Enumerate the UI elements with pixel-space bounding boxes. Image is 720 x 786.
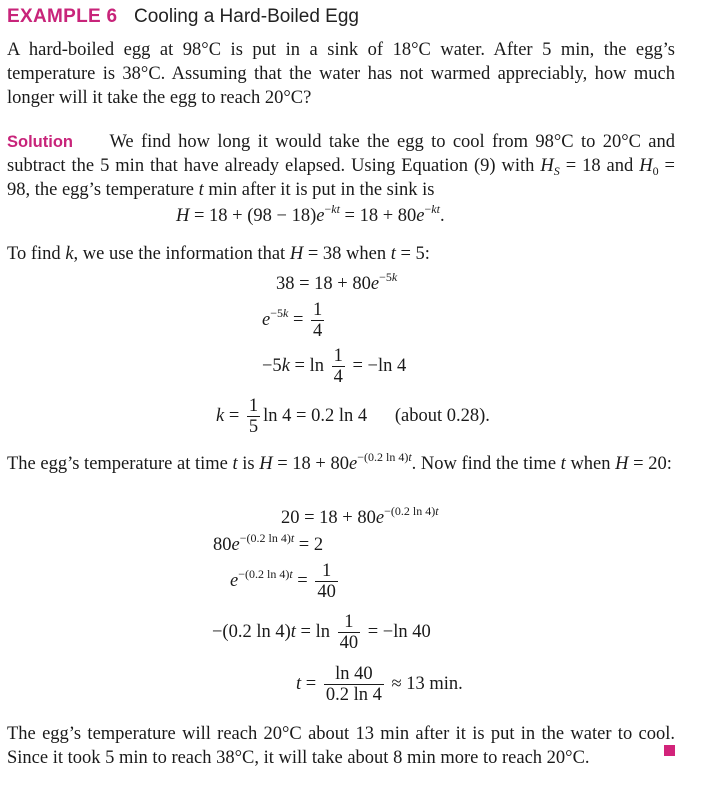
conclusion-paragraph: The egg’s temperature will reach 20°C about 13 min after it is put in the water to cool. Since it took 5 min to reach 38°C, it will take about 8 min more to reach 20°C. (7, 724, 675, 768)
approx-result: ≈ 13 min. (391, 673, 463, 694)
t-step-5: t = $\frac{\ln 40}{0.2 \ln 4}$ ≈ 13 min. (296, 664, 463, 705)
end-of-example-icon (664, 745, 675, 756)
example-label: EXAMPLE 6 (7, 6, 118, 27)
t-step-1: $20 = 18 + 80e^{-(0.2 ln 4)t}$ (281, 504, 439, 528)
t-step-3: $e^{-(0.2 ln 4)t}$ = $\frac{1}{40}$ (230, 561, 336, 602)
example-header (7, 6, 117, 28)
k-step-2: $e^{-5k}$ = $\frac{1}{4}$ (262, 300, 323, 341)
temperature-equation: $H = 18 + (98 - 18)e^{-kt} = 18 + 80e^{-kt}$. (176, 202, 445, 226)
example-title: Cooling a Hard-Boiled Egg (134, 6, 359, 27)
k-step-4: k = $\frac{1}{5}$ ln 4 = 0.2 ln 4 (about 0.28). (216, 396, 490, 437)
k-approx: (about 0.28). (394, 405, 490, 426)
solution-label: Solution (7, 133, 73, 151)
k-step-3: −5k = ln $\frac{1}{4}$ = −ln 4 (262, 346, 407, 387)
k-step-1: $38 = 18 + 80e^{-5k}$ (276, 270, 398, 294)
t-step-2: $80e^{-(0.2 ln 4)t} = 2$ (213, 531, 324, 555)
t-step-4: −(0.2 ln 4)t = ln $\frac{1}{40}$ = −ln 40 (212, 612, 431, 653)
find-k-intro: To find k, we use the information that H = 38 when t = 5: (7, 244, 430, 264)
time-equation-paragraph: The egg’s temperature at time t is $H = 18 + 80e^{-(0.2 ln 4)t}$. Now find the time t when H = 20: (7, 450, 672, 474)
example-title-wrap (134, 6, 359, 28)
solution-paragraph: Solution We find how long it would take the egg to cool from 98°C to 20°C and subtract the 5 min that have already elapsed. Using Equation (9) with $H_S = 18$ and $H_0 = 98$, the egg’s temperature t min after it is put in the sink is (7, 132, 675, 200)
problem-statement: A hard-boiled egg at 98°C is put in a sink of 18°C water. After 5 min, the egg’s temperature is 38°C. Assuming that the water has not warmed appreciably, how much longer will it take the egg to reach 20°C? (7, 40, 675, 108)
